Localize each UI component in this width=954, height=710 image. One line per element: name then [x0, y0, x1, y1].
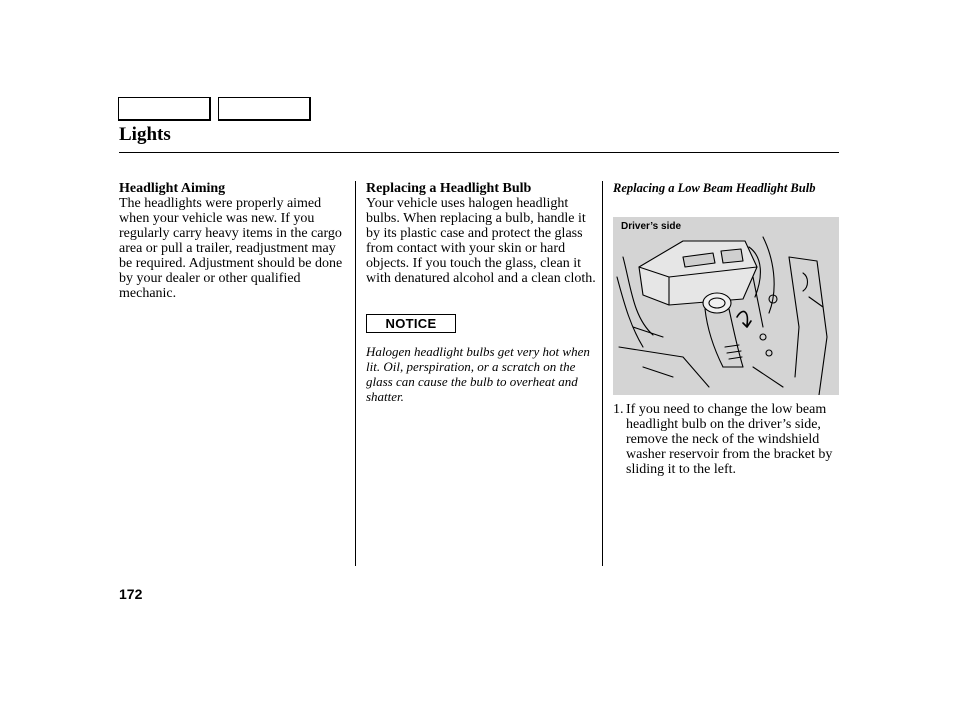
column-divider-1 — [355, 181, 356, 566]
notice-text: Halogen headlight bulbs get very hot when lit. Oil, perspiration, or a scratch on the glass can cause the bulb to overheat and shatter. — [366, 344, 590, 404]
step-1 — [613, 402, 847, 477]
column-replacing-bulb — [366, 181, 598, 286]
column-headlight-aiming — [119, 181, 347, 301]
column-divider-2 — [602, 181, 603, 566]
nav-tab-box-2[interactable] — [218, 97, 311, 121]
headlight-bulb-drawing — [613, 217, 839, 395]
figure-caption: Replacing a Low Beam Headlight Bulb — [613, 181, 816, 195]
step-number: 1. — [613, 402, 624, 417]
paragraph-headlight-aiming: The headlights were properly aimed when your vehicle was new. If you regularly carry heavy items in the cargo area or pull a trailer, readjustment may be required. Adjustment should be done by your dealer or other qualified mechanic. — [119, 196, 343, 301]
step-text: If you need to change the low beam headlight bulb on the driver’s side, remove the neck of the windshield washer reservoir from the bracket by sliding it to the left. — [626, 402, 833, 477]
nav-tab-box-1[interactable] — [118, 97, 211, 121]
header-rule — [119, 152, 839, 153]
page-number: 172 — [119, 586, 143, 602]
engine-bay-illustration — [613, 217, 839, 395]
heading-headlight-aiming: Headlight Aiming — [119, 181, 226, 196]
figure-label-drivers-side: Driver’s side — [621, 221, 682, 232]
paragraph-replacing-bulb: Your vehicle uses halogen headlight bulbs. When replacing a bulb, handle it by its plastic case and protect the glass from contact with your skin or hard objects. If you touch the glass, clean it with denatured alcohol and a clean cloth. — [366, 196, 596, 286]
section-title: Lights — [119, 124, 171, 145]
notice-badge: NOTICE — [366, 314, 456, 333]
column-low-beam — [613, 181, 847, 196]
heading-replacing-bulb: Replacing a Headlight Bulb — [366, 181, 532, 196]
